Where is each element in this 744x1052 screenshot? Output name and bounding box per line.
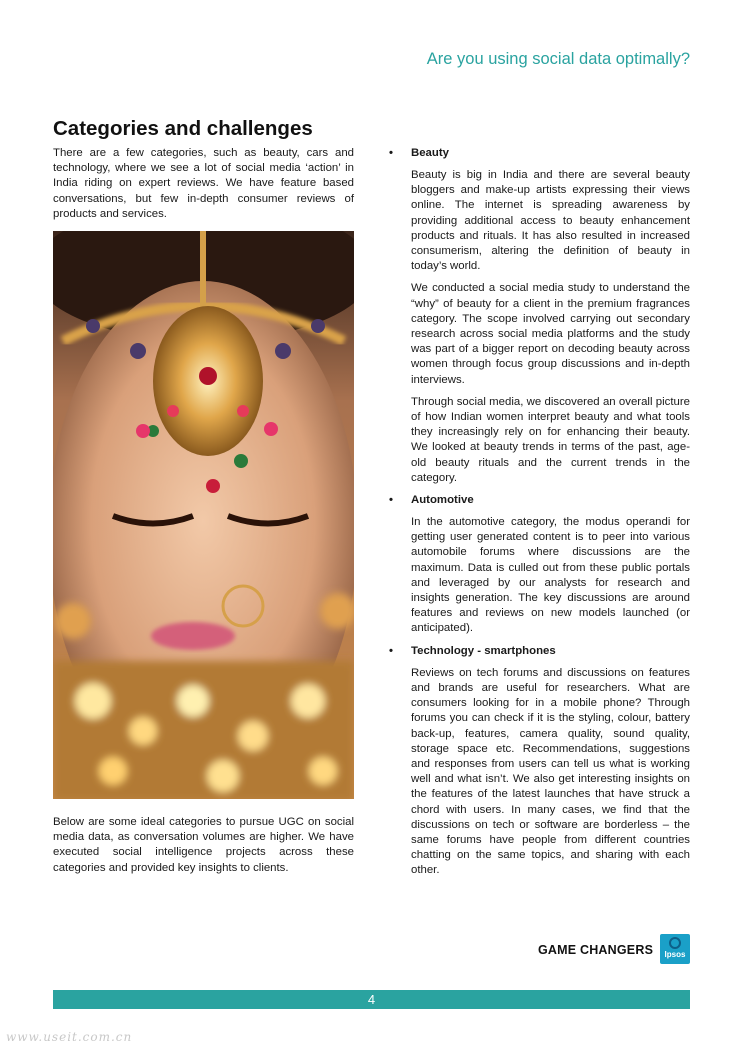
category-paragraph: In the automotive category, the modus operandi for getting user generated content is to peer into various automobile forums where discussions are the maximum. Data is culled out from these public portals and leveraged by our analysts for research and insights generation. The key discussions are around features and reviews on new models launched (or anticipated). [411,516,690,635]
category-paragraph: We conducted a social media study to understand the “why” of beauty for a client in the premium fragrances category. The scope involved carrying out secondary research across social media platforms and the study was part of a bigger report on decoding beauty across women through focus group discussions and in-depth interviews. [411,282,690,386]
logo-text: Ipsos [664,950,686,959]
page-number: 4 [367,992,376,1007]
category-beauty [389,146,690,486]
brand-tagline: GAME CHANGERS [538,943,654,957]
logo-circle-icon [669,937,681,949]
category-title: Technology - smartphones [411,644,556,657]
category-title: Automotive [411,494,474,507]
header-title: Are you using social data optimally? [426,50,690,68]
category-technology [389,644,690,879]
section-title: Categories and challenges [53,117,313,140]
ipsos-logo [660,934,690,964]
category-list [389,146,690,886]
bullet-marker: • [389,147,393,159]
bullet-marker: • [389,644,393,657]
category-paragraph: Through social media, we discovered an overall picture of how Indian women interpret beauty and what tools they increasingly rely on for enhancing their beauty. We looked at beauty trends in terms of the past, age-old beauty rituals and the current trends in the category. [411,395,690,484]
intro-paragraph: There are a few categories, such as beauty, cars and technology, where we see a lot of social media ‘action’ in India riding on expert reviews. We have feature based conversations, but few in-depth consumer reviews of products and services. [53,147,354,220]
category-paragraph: Beauty is big in India and there are several beauty bloggers and make-up artists expressing their views online. The internet is spreading awareness by providing additional access to beauty enhancement products and rituals. It has also resulted in increased consumerism, altering the definition of beauty in today’s world. [411,169,690,273]
category-paragraph: Reviews on tech forums and discussions on features and brands are useful for researchers. What are consumers looking for in a mobile phone? Through forums you can check if it is the styling, colour, battery back-up, features, camera quality, sound quality, storage space etc. Recommendations, suggestions and responses from users can tell us what is working well and what isn’t. We also get interesting insights on the features of the latest launches that have struck a chord with users. In many cases, we find that the discussions on tech or software are borderless – the same forums have people from different countries chatting on the same topics, and sharing with each other. [411,666,690,877]
watermark: www.useit.com.cn [6,1030,133,1044]
outro-paragraph: Below are some ideal categories to pursue UGC on social media data, as conversation volumes are higher. We have executed social intelligence projects across these categories and provided key insights to clients. [53,816,354,874]
category-automotive [389,493,690,637]
bridal-jewelry-photo [53,231,354,799]
category-title: Beauty [411,147,449,159]
bullet-marker: • [389,494,393,507]
